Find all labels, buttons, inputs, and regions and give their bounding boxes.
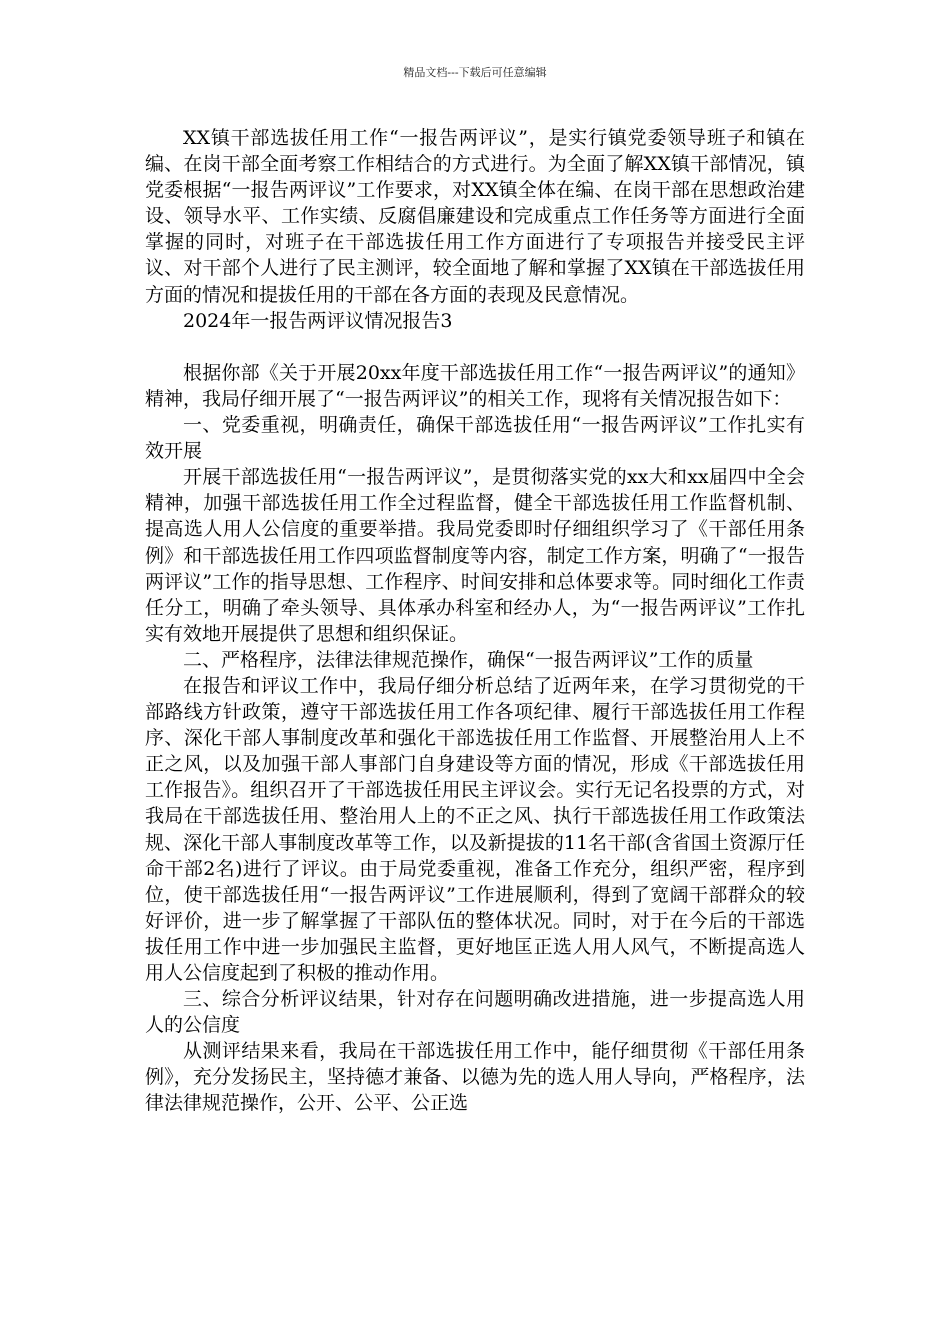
document-body: [145, 125, 805, 1117]
paragraph-intro: XX镇干部选拔任用工作“一报告两评议”，是实行镇党委领导班子和镇在编、在岗干部全面考察工作相结合的方式进行。为全面了解XX镇干部情况，镇党委根据“一报告两评议”工作要求，对XX镇全体在编、在岗干部在思想政治建设、领导水平、工作实绩、反腐倡廉建设和完成重点工作任务等方面进行全面掌握的同时，对班子在干部选拔任用工作方面进行了专项报告并接受民主评议、对干部个人进行了民主测评，较全面地了解和掌握了XX镇在干部选拔任用方面的情况和提拔任用的干部在各方面的表现及民意情况。: [145, 127, 805, 306]
section-heading-1: 一、党委重视，明确责任，确保干部选拔任用“一报告两评议”工作扎实有效开展: [145, 414, 805, 463]
paragraph-section-1: 开展干部选拔任用“一报告两评议”，是贯彻落实党的xx大和xx届四中全会精神，加强干部选拔任用工作全过程监督，健全干部选拔任用工作监督机制、提高选人用人公信度的重要举措。我局党委即时仔细组织学习了《干部任用条例》和干部选拔任用工作四项监督制度等内容，制定工作方案，明确了“一报告两评议”工作的指导思想、工作程序、时间安排和总体要求等。同时细化工作责任分工，明确了牵头领导、具体承办科室和经办人，为“一报告两评议”工作扎实有效地开展提供了思想和组织保证。: [145, 466, 805, 645]
section-heading-2: 二、严格程序，法律法律规范操作，确保“一报告两评议”工作的质量: [183, 648, 754, 671]
page-header: 精品文档---下载后可任意编辑: [403, 66, 547, 79]
section-heading-3: 三、综合分析评议结果，针对存在问题明确改进措施，进一步提高选人用人的公信度: [145, 988, 805, 1037]
report-title: 2024年一报告两评议情况报告3: [183, 309, 453, 332]
paragraph-section-2: 在报告和评议工作中，我局仔细分析总结了近两年来，在学习贯彻党的干部路线方针政策，遵守干部选拔任用工作各项纪律、履行干部选拔任用工作程序、深化干部人事制度改革和强化干部选拔任用工作监督、开展整治用人上不正之风，以及加强干部人事部门自身建设等方面的情况，形成《干部选拔任用工作报告》。组织召开了干部选拔任用民主评议会。实行无记名投票的方式，对我局在干部选拔任用、整治用人上的不正之风、执行干部选拔任用工作政策法规、深化干部人事制度改革等工作，以及新提拔的11名干部(含省国土资源厅任命干部2名)进行了评议。由于局党委重视，准备工作充分，组织严密，程序到位，使干部选拔任用“一报告两评议”工作进展顺利，得到了宽阔干部群众的较好评价，进一步了解掌握了干部队伍的整体状况。同时，对于在今后的干部选拔任用工作中进一步加强民主监督，更好地匡正选人用人风气，不断提高选人用人公信度起到了积极的推动作用。: [145, 674, 805, 984]
paragraph-opening: 根据你部《关于开展20xx年度干部选拔任用工作“一报告两评议”的通知》精神，我局仔细开展了“一报告两评议”的相关工作，现将有关情况报告如下：: [145, 361, 805, 410]
paragraph-section-3: 从测评结果来看，我局在干部选拔任用工作中，能仔细贯彻《干部任用条例》，充分发扬民主，坚持德才兼备、以德为先的选人用人导向，严格程序，法律法律规范操作，公开、公平、公正选: [145, 1040, 805, 1115]
blank-line: [145, 334, 805, 360]
